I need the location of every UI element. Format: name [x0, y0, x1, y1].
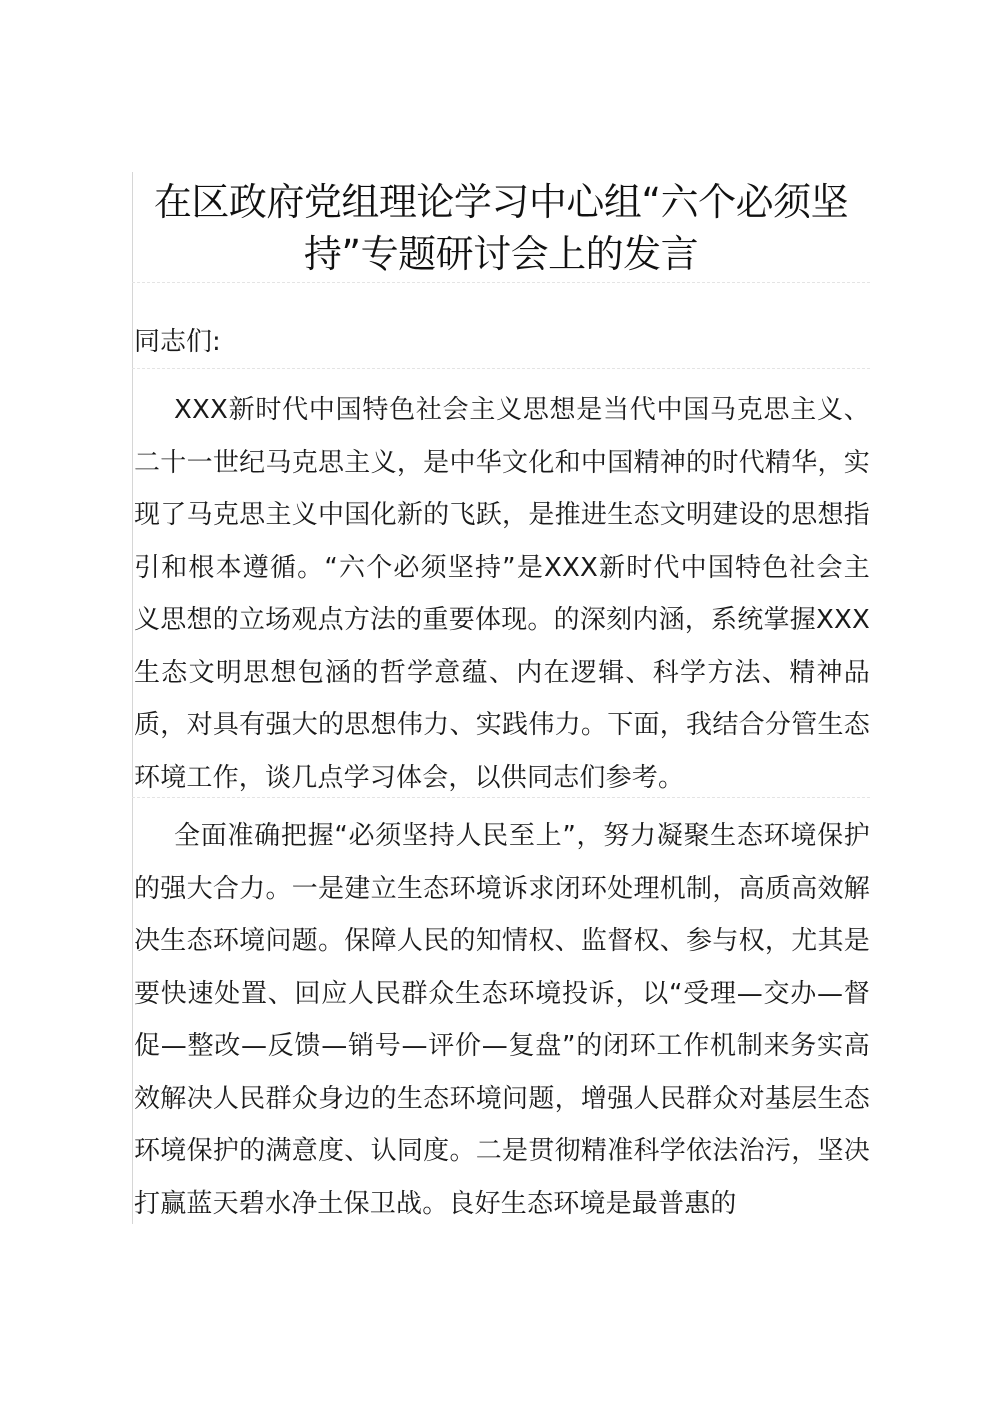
left-margin-line	[132, 172, 133, 1224]
body-paragraph: XXX新时代中国特色社会主义思想是当代中国马克思主义、二十一世纪马克思主义，是中华文化和中国精神的时代精华，实现了马克思主义中国化新的飞跃，是推进生态文明建设的思想指引和根本遵循。“六个必须坚持”是XXX新时代中国特色社会主义思想的立场观点方法的重要体现。的深刻内涵，系统掌握XXX生态文明思想包涵的哲学意蕴、内在逻辑、科学方法、精神品质，对具有强大的思想伟力、实践伟力。下面，我结合分管生态环境工作，谈几点学习体会，以供同志们参考。	[134, 395, 870, 793]
body-paragraph: 全面准确把握“必须坚持人民至上”，努力凝聚生态环境保护的强大合力。一是建立生态环境诉求闭环处理机制，高质高效解决生态环境问题。保障人民的知情权、监督权、参与权，尤其是要快速处置、回应人民群众生态环境投诉，以“受理—交办—督促—整改—反馈—销号—评价—复盘”的闭环工作机制来务实高效解决人民群众身边的生态环境问题，增强人民群众对基层生态环境保护的满意度、认同度。二是贯彻精准科学依法治污，坚决打赢蓝天碧水净土保卫战。良好生态环境是最普惠的	[134, 821, 870, 1219]
divider-line	[132, 282, 870, 283]
salutation: 同志们:	[134, 327, 221, 357]
divider-line	[132, 368, 870, 369]
document-title: 在区政府党组理论学习中心组“六个必须坚持”专题研讨会上的发言	[153, 180, 849, 276]
